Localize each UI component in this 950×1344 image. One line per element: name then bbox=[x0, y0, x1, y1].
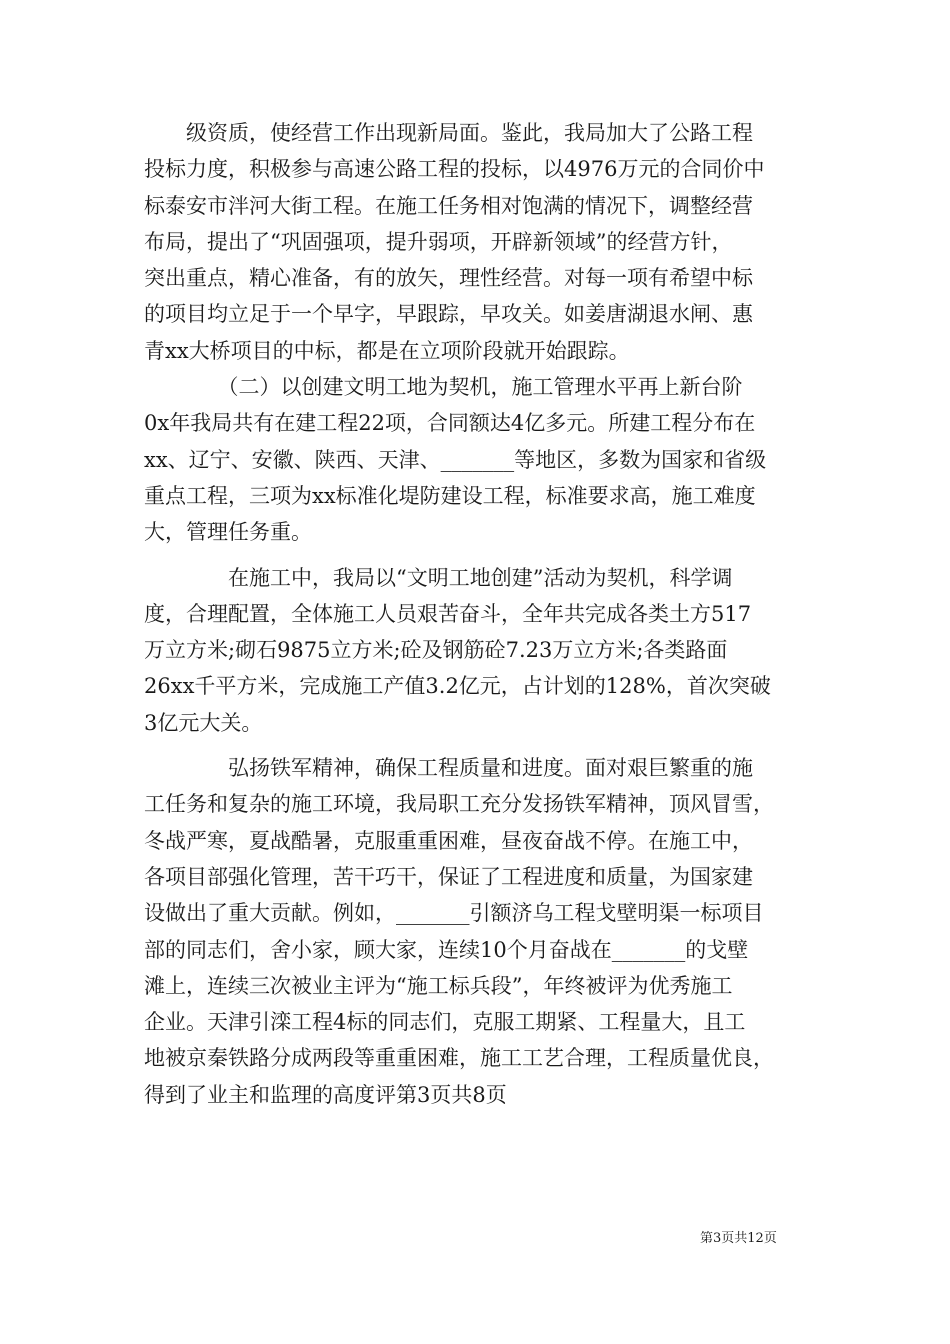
page-number-footer: 第3页共12页 bbox=[700, 1231, 777, 1246]
text-line: 0x年我局共有在建工程22项，合同额达4亿多元。所建工程分布在 bbox=[144, 411, 756, 436]
text-line: 的项目均立足于一个早字，早跟踪，早攻关。如姜唐湖退水闸、惠 bbox=[144, 302, 753, 327]
text-line: 得到了业主和监理的高度评第3页共8页 bbox=[144, 1082, 507, 1107]
text-line: 冬战严寒，夏战酷暑，克服重重困难，昼夜奋战不停。在施工中， bbox=[144, 828, 753, 853]
text-line: 大，管理任务重。 bbox=[144, 520, 312, 545]
text-line: 3亿元大关。 bbox=[144, 710, 263, 735]
section-heading: （二）以创建文明工地为契机，施工管理水平再上新台阶 bbox=[144, 375, 743, 400]
text-line: 突出重点，精心准备，有的放矢，理性经营。对每一项有希望中标 bbox=[144, 266, 753, 291]
text-line: 级资质，使经营工作出现新局面。鉴此，我局加大了公路工程 bbox=[144, 121, 753, 145]
text-line: 各项目部强化管理，苦干巧干，保证了工程进度和质量，为国家建 bbox=[144, 864, 753, 889]
text-line: 工任务和复杂的施工环境，我局职工充分发扬铁军精神，顶风冒雪， bbox=[144, 792, 774, 817]
text-line: 布局，提出了“巩固强项，提升弱项，开辟新领域”的经营方针， bbox=[144, 229, 733, 254]
text-line: 万立方米;砌石9875立方米;砼及钢筋砼7.23万立方米;各类路面 bbox=[144, 638, 728, 663]
text-line: 地被京秦铁路分成两段等重重困难，施工工艺合理，工程质量优良， bbox=[144, 1046, 774, 1071]
text-line: 企业。天津引滦工程4标的同志们，克服工期紧、工程量大，且工 bbox=[144, 1010, 746, 1035]
text-line: 滩上，连续三次被业主评为“施工标兵段”，年终被评为优秀施工 bbox=[144, 973, 733, 998]
text-line: 青xx大桥项目的中标，都是在立项阶段就开始跟踪。 bbox=[144, 338, 630, 363]
text-line: 标泰安市泮河大街工程。在施工任务相对饱满的情况下，调整经营 bbox=[144, 193, 753, 218]
text-line: 设做出了重大贡献。例如，_______引额济乌工程戈壁明渠一标项目 bbox=[144, 901, 764, 926]
text-line: 在施工中，我局以“文明工地创建”活动为契机，科学调 bbox=[144, 565, 733, 590]
text-line: xx、辽宁、安徽、陕西、天津、_______等地区，多数为国家和省级 bbox=[144, 447, 767, 472]
text-line: 26xx千平方米，完成施工产值3.2亿元，占计划的128%，首次突破 bbox=[144, 674, 771, 699]
text-line: 度，合理配置，全体施工人员艰苦奋斗，全年共完成各类土方517 bbox=[144, 601, 752, 626]
text-line: 部的同志们，舍小家，顾大家，连续10个月奋战在_______的戈壁 bbox=[144, 937, 749, 962]
text-line: 重点工程，三项为xx标准化堤防建设工程，标准要求高，施工难度 bbox=[144, 483, 756, 508]
body-text bbox=[144, 115, 824, 1113]
text-line: 弘扬铁军精神，确保工程质量和进度。面对艰巨繁重的施 bbox=[144, 756, 753, 781]
text-line: 投标力度，积极参与高速公路工程的投标，以4976万元的合同价中 bbox=[144, 157, 765, 182]
